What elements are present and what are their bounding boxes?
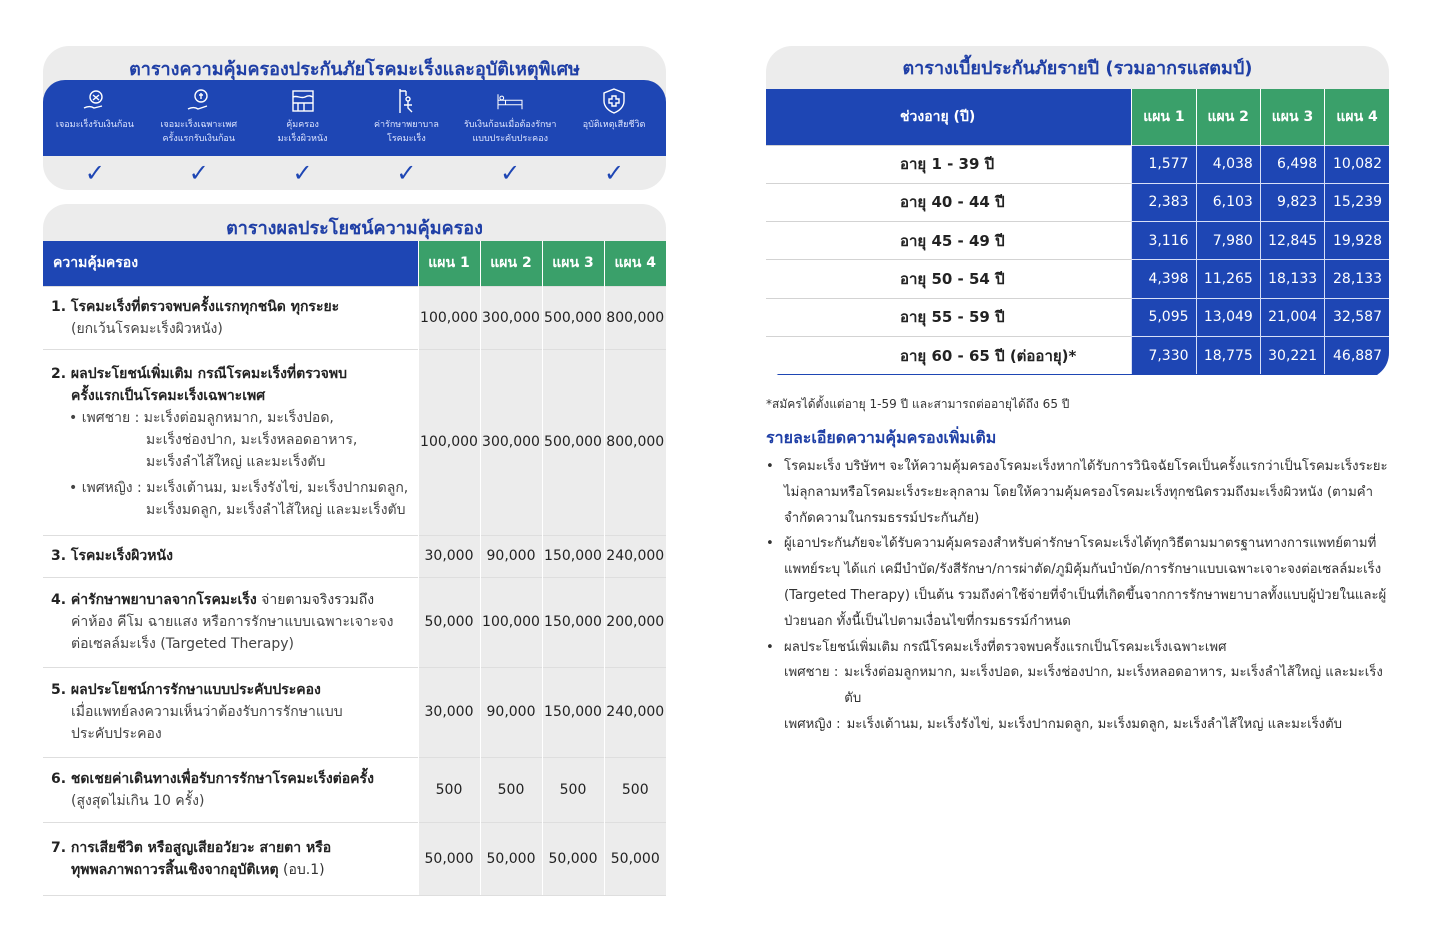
premium-value: 11,265 [1196,260,1260,298]
premium-value: 15,239 [1325,183,1389,221]
benefit-value: 300,000 [480,286,542,349]
benefit-value: 800,000 [604,286,666,349]
benefit-value: 50,000 [480,822,542,895]
plan-column-header: แผน 3 [542,241,604,286]
male-cancer-detail [766,660,1389,712]
age-range: อายุ 45 - 49 ปี [766,222,1132,260]
benefit-table-header-row [43,241,666,286]
coverage-item-label: อุบัติเหตุเสียชีวิต [582,120,646,130]
plan-column-header: แผน 4 [604,241,666,286]
premium-value: 9,823 [1260,183,1324,221]
premium-value: 1,577 [1132,145,1196,183]
details-bullet: • ผลประโยชน์เพิ่มเติม กรณีโรคมะเร็งที่ตรวจพบครั้งแรกเป็นโรคมะเร็งเฉพาะเพศ [766,635,1389,661]
male-label: เพศชาย : [784,665,839,681]
benefit-value: 800,000 [604,349,666,535]
benefit-value: 300,000 [480,349,542,535]
female-cancer-line: มะเร็งมดลูก, มะเร็งลำไส้ใหญ่ และมะเร็งตับ [146,502,406,518]
plan-column-header: แผน 1 [1132,89,1196,145]
benefit-value: 100,000 [418,286,480,349]
check-icon: ✓ [188,159,209,187]
eligibility-note: *สมัครได้ตั้งแต่อายุ 1-59 ปี และสามารถต่ออายุได้ถึง 65 ปี [766,397,1070,411]
table-row [43,822,666,895]
age-range: อายุ 1 - 39 ปี [766,145,1132,183]
coverage-column-header: ความคุ้มครอง [43,241,418,286]
benefit-subtitle: (สูงสุดไม่เกิน 10 ครั้ง) [71,792,205,809]
hand-coin-icon [184,86,214,116]
age-range: อายุ 50 - 54 ปี [766,260,1132,298]
benefit-value: 500 [542,757,604,822]
premium-table-title: ตารางเบี้ยประกันภัยรายปี (รวมอากรแสตมป์) [766,46,1389,89]
table-row [766,298,1389,336]
benefit-description [43,667,418,757]
age-range: อายุ 55 - 59 ปี [766,298,1132,336]
age-column-header: ช่วงอายุ (ปี) [766,89,1132,145]
check-icon: ✓ [396,159,417,187]
check-icon: ✓ [604,159,625,187]
plan-column-header: แผน 2 [1196,89,1260,145]
male-cancer-list [51,407,410,473]
premium-value: 46,887 [1325,336,1389,374]
benefit-description [43,286,418,349]
benefit-value: 150,000 [542,577,604,667]
plan-column-header: แผน 1 [418,241,480,286]
benefit-description [43,535,418,577]
premium-value: 5,095 [1132,298,1196,336]
benefit-value: 240,000 [604,667,666,757]
premium-value: 4,398 [1132,260,1196,298]
benefit-value: 240,000 [604,535,666,577]
coverage-item-label: ค่ารักษาพยาบาล โรคมะเร็ง [373,120,439,144]
benefit-title: 3. โรคมะเร็งผิวหนัง [51,548,173,564]
benefit-value: 50,000 [604,822,666,895]
table-row [43,667,666,757]
premium-header-row [766,89,1389,145]
skin-layer-icon [288,86,318,116]
premium-value: 10,082 [1325,145,1389,183]
premium-value: 2,383 [1132,183,1196,221]
male-cancer-line: • เพศชาย : มะเร็งต่อมลูกหมาก, มะเร็งปอด, [69,410,334,426]
age-range: อายุ 60 - 65 ปี (ต่ออายุ)* [766,336,1132,374]
coverage-item-label: เจอมะเร็งเฉพาะเพศ ครั้งแรกรับเงินก้อน [160,120,238,144]
premium-value: 12,845 [1260,222,1324,260]
premium-card [766,46,1389,379]
premium-value: 21,004 [1260,298,1324,336]
benefit-value: 90,000 [480,667,542,757]
female-cancer-line: • เพศหญิง : มะเร็งเต้านม, มะเร็งรังไข่, มะเร็งปากมดลูก, [69,480,409,496]
premium-value: 4,038 [1196,145,1260,183]
premium-value: 28,133 [1325,260,1389,298]
benefit-title-rest: (อบ.1) [278,861,325,878]
premium-value: 7,980 [1196,222,1260,260]
coverage-item [43,80,147,156]
details-title: รายละเอียดความคุ้มครองเพิ่มเติม [766,428,997,447]
hand-cancer-icon [80,86,110,116]
table-row [766,145,1389,183]
details-bullet: • โรคมะเร็ง บริษัทฯ จะให้ความคุ้มครองโรคมะเร็งหากได้รับการวินิจฉัยโรคเป็นครั้งแรกว่าเป็นโรคมะเร็งระยะไม่ลุกลามหรือโรคมะเร็งระยะลุกลาม โดยให้ความคุ้มครองโรคมะเร็งทุกชนิดรวมถึงมะเร็งผิวหนัง (ตามคำจำกัดความในกรมธรรม์ประกันภัย) [766,454,1389,531]
male-cancer-line: มะเร็งช่องปาก, มะเร็งหลอดอาหาร, [146,432,358,448]
benefit-description [43,757,418,822]
female-cancer-detail [766,712,1389,738]
benefit-value: 50,000 [418,577,480,667]
female-text: มะเร็งเต้านม, มะเร็งรังไข่, มะเร็งปากมดลูก, มะเร็งมดลูก, มะเร็งลำไส้ใหญ่ และมะเร็งตับ [846,716,1343,732]
benefit-value: 500,000 [542,286,604,349]
benefit-title-rest: จ่ายตามจริงรวมถึง [256,592,375,608]
premium-value: 6,103 [1196,183,1260,221]
benefit-title-line2: ครั้งแรกเป็นโรคมะเร็งเฉพาะเพศ [71,388,266,404]
premium-value: 3,116 [1132,222,1196,260]
coverage-icon-row [43,80,666,156]
premium-value: 32,587 [1325,298,1389,336]
premium-value: 6,498 [1260,145,1324,183]
benefit-title: 4. ค่ารักษาพยาบาลจากโรคมะเร็ง [51,592,257,608]
coverage-item [562,80,666,156]
coverage-item [147,80,251,156]
premium-value: 18,133 [1260,260,1324,298]
premium-value: 13,049 [1196,298,1260,336]
table-row [43,535,666,577]
check-icon: ✓ [500,159,521,187]
benefit-table [43,241,666,896]
table-row [43,349,666,535]
coverage-card [43,46,666,190]
table-row [766,336,1389,374]
details-list [766,454,1389,738]
benefit-title: 7. การเสียชีวิต หรือสูญเสียอวัยวะ สายตา หรือ [51,839,332,856]
details-bullet: • ผู้เอาประกันภัยจะได้รับความคุ้มครองสำหรับค่ารักษาโรคมะเร็งได้ทุกวิธีตามมาตรฐานทางการแพทย์ตามที่แพทย์ระบุ ได้แก่ เคมีบำบัด/รังสีรักษา/การผ่าตัด/ภูมิคุ้มกันบำบัด/การรักษาแบบเฉพาะเจาะจงต่อเซลล์มะเร็ง (Targeted Therapy) เป็นต้น รวมถึงค่าใช้จ่ายที่จำเป็นที่เกิดขึ้นจากการรักษาพยาบาลทั้งแบบผู้ป่วยในและผู้ป่วยนอก ทั้งนี้เป็นไปตามเงื่อนไขที่กรมธรรม์กำหนด [766,531,1389,634]
coverage-check-row [43,156,666,190]
table-row [766,222,1389,260]
coverage-item-label: คุ้มครอง มะเร็งผิวหนัง [277,120,328,144]
plan-column-header: แผน 2 [480,241,542,286]
table-row [766,183,1389,221]
benefit-value: 30,000 [418,535,480,577]
coverage-card-title: ตารางความคุ้มครองประกันภัยโรคมะเร็งและอุบัติเหตุพิเศษ [129,59,580,80]
benefit-value: 500 [604,757,666,822]
benefit-subtitle: ประคับประคอง [71,726,162,742]
benefit-value: 50,000 [542,822,604,895]
premium-value: 7,330 [1132,336,1196,374]
shield-cross-icon [599,86,629,116]
check-icon: ✓ [84,159,105,187]
premium-value: 19,928 [1325,222,1389,260]
benefit-subtitle: ต่อเซลล์มะเร็ง (Targeted Therapy) [71,636,295,652]
benefit-table-title: ตารางผลประโยชน์ความคุ้มครอง [226,218,483,239]
benefit-value: 150,000 [542,535,604,577]
table-row [43,757,666,822]
coverage-item-label: รับเงินก้อนเมื่อต้องรักษา แบบประคับประคอง [463,120,557,144]
benefit-value: 150,000 [542,667,604,757]
coverage-item [458,80,562,156]
benefit-value: 100,000 [418,349,480,535]
plan-column-header: แผน 4 [1325,89,1389,145]
coverage-item [251,80,355,156]
patient-treatment-icon [391,86,421,116]
benefit-value: 200,000 [604,577,666,667]
benefit-description [43,349,418,535]
coverage-item [354,80,458,156]
benefit-title: 2. ผลประโยชน์เพิ่มเติม กรณีโรคมะเร็งที่ตรวจพบ [51,366,347,382]
benefit-value: 30,000 [418,667,480,757]
benefit-title: 1. โรคมะเร็งที่ตรวจพบครั้งแรกทุกชนิด ทุกระยะ [51,298,340,315]
benefit-subtitle: เมื่อแพทย์ลงความเห็นว่าต้องรับการรักษาแบบ [71,704,343,720]
benefit-value: 100,000 [480,577,542,667]
table-row [43,577,666,667]
benefit-value: 90,000 [480,535,542,577]
benefit-title: 6. ชดเชยค่าเดินทางเพื่อรับการรักษาโรคมะเร็งต่อครั้ง [51,770,374,787]
male-cancer-line: มะเร็งลำไส้ใหญ่ และมะเร็งตับ [146,454,326,470]
plan-column-header: แผน 3 [1260,89,1324,145]
male-text: มะเร็งต่อมลูกหมาก, มะเร็งปอด, มะเร็งช่องปาก, มะเร็งหลอดอาหาร, มะเร็งลำไส้ใหญ่ และมะเร็งตับ [844,665,1383,707]
benefit-title-line2: ทุพพลภาพถาวรสิ้นเชิงจากอุบัติเหตุ [71,861,279,878]
benefit-value: 500 [418,757,480,822]
benefit-subtitle: ค่าห้อง คีโม ฉายแสง หรือการรักษาแบบเฉพาะเจาะจง [71,614,394,630]
premium-value: 30,221 [1260,336,1324,374]
benefit-table-header-card [43,204,666,244]
benefit-title: 5. ผลประโยชน์การรักษาแบบประคับประคอง [51,682,321,698]
benefit-description [43,822,418,895]
female-cancer-list [51,477,410,521]
benefit-value: 500,000 [542,349,604,535]
female-label: เพศหญิง : [784,716,841,732]
table-row [766,260,1389,298]
benefit-description [43,577,418,667]
coverage-item-label: เจอมะเร็งรับเงินก้อน [55,120,134,130]
benefit-subtitle: (ยกเว้นโรคมะเร็งผิวหนัง) [71,320,223,337]
premium-table [766,89,1389,375]
benefit-value: 50,000 [418,822,480,895]
table-row [43,286,666,349]
hospital-bed-icon [495,86,525,116]
age-range: อายุ 40 - 44 ปี [766,183,1132,221]
premium-value: 18,775 [1196,336,1260,374]
check-icon: ✓ [292,159,313,187]
benefit-value: 500 [480,757,542,822]
